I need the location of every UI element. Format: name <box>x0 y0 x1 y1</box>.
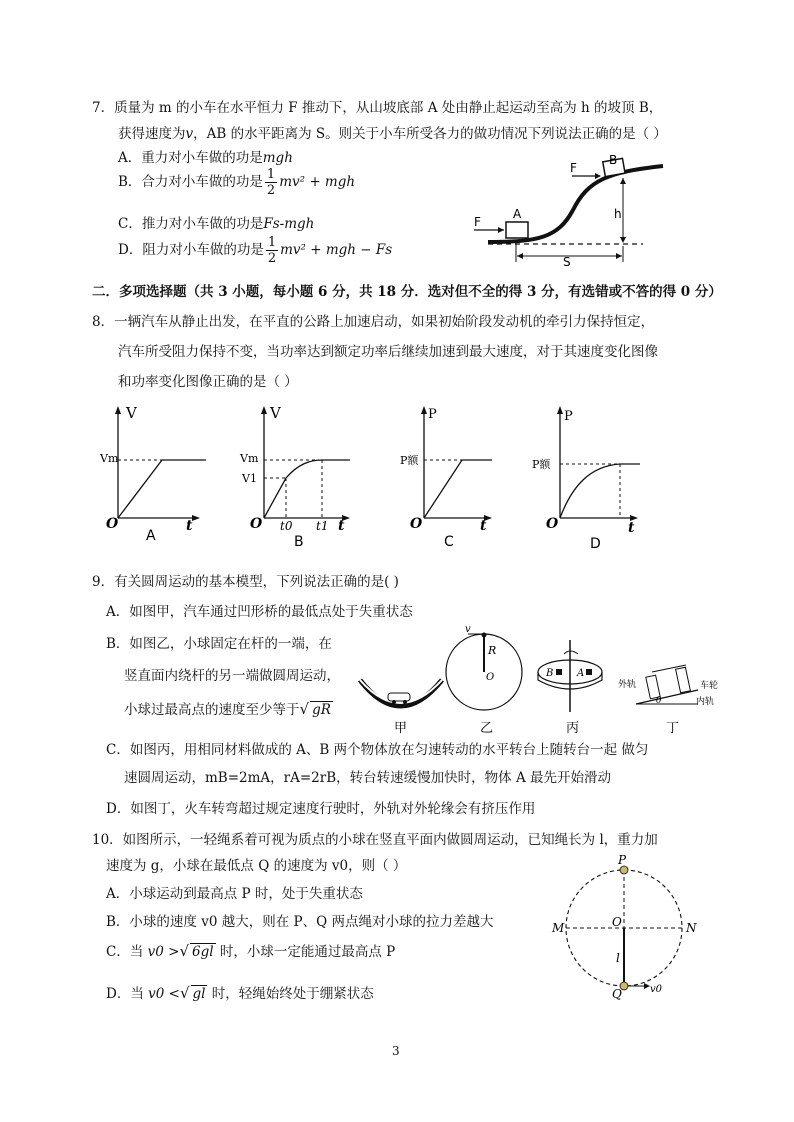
graph-a-origin: O <box>106 516 119 532</box>
label-O: O <box>486 672 495 683</box>
label-R: R <box>488 644 497 657</box>
cart-a <box>506 222 528 238</box>
q8-stem-line3: 和功率变化图像正确的是（ ） <box>118 374 298 390</box>
label-wheel: 车轮 <box>700 681 719 691</box>
page-number: 3 <box>392 1044 400 1058</box>
label-P: P <box>618 853 627 867</box>
label-F-b: F <box>570 161 577 175</box>
graph-a-level: Vm <box>100 452 119 465</box>
q9-stem: 9．有关圆周运动的基本模型，下列说法正确的是( ) <box>92 574 399 590</box>
fig-label-jia: 甲 <box>394 721 408 736</box>
label-M: M <box>552 921 565 935</box>
q7-stem-line1: 7．质量为 m 的小车在水平恒力 F 推动下，从山坡底部 A 处由静止起运动至高为 h 的坡顶 B， <box>92 100 663 116</box>
graph-b-t0: t0 <box>280 519 293 533</box>
graph-d-ylabel: P <box>564 409 573 424</box>
graph-d-curve <box>560 464 640 518</box>
q8-stem-line1: 8．一辆汽车从静止出发，在平直的公路上加速启动，如果初始阶段发动机的牵引力保持恒定， <box>92 314 655 330</box>
q9-option-b-line2: 竖直面内绕杆的另一端做圆周运动， <box>124 668 340 684</box>
graph-d-level: P额 <box>532 458 551 471</box>
graph-b-xlabel: t <box>338 518 345 534</box>
label-N: N <box>686 921 697 935</box>
q7-option-a: A．重力对小车做的功是mgh <box>118 150 293 166</box>
graph-c-xlabel: t <box>480 518 487 534</box>
graph-a-xlabel: t <box>186 518 193 534</box>
q8-graph-c <box>396 402 506 550</box>
q7-stem-line2: 获得速度为v，AB 的水平距离为 S。则关于小车所受各力的做功情况下列说法正确的是（ ） <box>118 126 667 142</box>
graph-a-caption: A <box>146 528 156 544</box>
label-F-a: F <box>474 215 481 229</box>
q7-slope-figure <box>468 150 668 270</box>
q9-option-a: A．如图甲，汽车通过凹形桥的最低点处于失重状态 <box>106 604 413 620</box>
ball-top <box>620 866 628 874</box>
q9-option-b-line1: B．如图乙，小球固定在杆的一端，在 <box>106 636 332 652</box>
q10-stem-line2: 速度为 g，小球在最低点 Q 的速度为 v0，则（ ） <box>106 858 407 874</box>
label-S: S <box>563 255 571 269</box>
label-A: A <box>577 668 585 679</box>
q10-option-b: B．小球的速度 v0 越大，则在 P、Q 两点绳对小球的拉力差越大 <box>106 914 494 930</box>
graph-b-caption: B <box>294 534 304 550</box>
q9-option-c-line2: 速圆周运动，mB=2mA，rA=2rB，转台转速缓慢加快时，物体 A 最先开始滑动 <box>124 770 611 786</box>
graph-c-curve <box>424 460 492 518</box>
q10-stem-line1: 10．如图所示，一轻绳系着可视为质点的小球在竖直平面内做圆周运动，已知绳长为 l，重力加 <box>92 832 658 848</box>
graph-d-xlabel: t <box>628 520 635 536</box>
section-2-heading: 二．多项选择题（共 3 小题，每小题 6 分，共 18 分．选对但不全的得 3 分，有选错或不答的得 0 分） <box>92 284 722 300</box>
label-inner-rail: 内轨 <box>696 697 715 707</box>
q9-figures <box>352 624 734 742</box>
graph-b-origin: O <box>250 516 263 532</box>
label-v: v <box>465 624 471 635</box>
q7-option-b: B．合力对小车做的功是 $\frac{1}{2}$ mv² + mgh <box>118 167 356 198</box>
q9-option-c-line1: C．如图丙，用相同材料做成的 A、B 两个物体放在匀速转动的水平转台上随转台一起 做匀 <box>106 742 649 758</box>
q9-option-b-line3: 小球过最高点的速度至少等于√ gR <box>124 700 331 718</box>
graph-b-level2: V1 <box>242 472 257 485</box>
label-outer-rail: 外轨 <box>618 680 637 690</box>
label-O: O <box>612 915 622 929</box>
label-h: h <box>614 207 622 221</box>
q8-graph-d <box>528 402 646 554</box>
graph-b-curve <box>264 460 350 518</box>
graph-d-origin: O <box>546 516 559 532</box>
label-l: l <box>616 951 620 965</box>
fig-label-ding: 丁 <box>666 721 680 736</box>
graph-b-ylabel: V <box>270 404 281 422</box>
graph-b-t1: t1 <box>316 519 329 533</box>
q7-option-d: D．阻力对小车做的功是 $\frac{1}{2}$ mv² + mgh − Fs <box>118 235 393 266</box>
graph-c-ylabel: P <box>428 407 437 422</box>
label-theta: θ <box>656 696 662 706</box>
graph-c-level: P额 <box>400 454 419 467</box>
bridge-car <box>388 693 410 701</box>
graph-a-ylabel: V <box>126 404 137 422</box>
label-B: B <box>609 153 618 167</box>
label-v0: v0 <box>650 984 663 995</box>
q8-graph-b <box>238 402 353 550</box>
graph-d-caption: D <box>590 536 601 552</box>
graph-b-level: Vm <box>240 452 259 465</box>
q10-option-c: C．当 v0 >√ 6gl 时，小球一定能通过最高点 P <box>106 942 396 960</box>
q8-stem-line2: 汽车所受阻力保持不变，当功率达到额定功率后继续加速到最大速度，对于其速度变化图像 <box>118 344 658 360</box>
label-Q: Q <box>612 987 622 1001</box>
q10-option-d: D．当 v0 <√ gl 时，轻绳始终处于绷紧状态 <box>106 984 374 1002</box>
q10-circle-figure <box>540 852 720 1002</box>
graph-c-origin: O <box>410 516 423 532</box>
q9-option-d: D．如图丁，火车转弯超过规定速度行驶时，外轨对外轮缘会有挤压作用 <box>106 801 536 817</box>
fig-label-yi: 乙 <box>480 721 494 736</box>
graph-a-curve <box>118 460 206 518</box>
q7-option-c: C．推力对小车做的功是Fs-mgh <box>118 216 315 232</box>
q10-option-a: A．小球运动到最高点 P 时，处于失重状态 <box>106 886 363 902</box>
label-A: A <box>513 207 522 221</box>
label-B: B <box>546 668 554 679</box>
rail-incline <box>636 690 698 704</box>
fig-label-bing: 丙 <box>566 721 580 736</box>
graph-c-caption: C <box>444 534 454 550</box>
q8-graph-a <box>96 402 206 542</box>
